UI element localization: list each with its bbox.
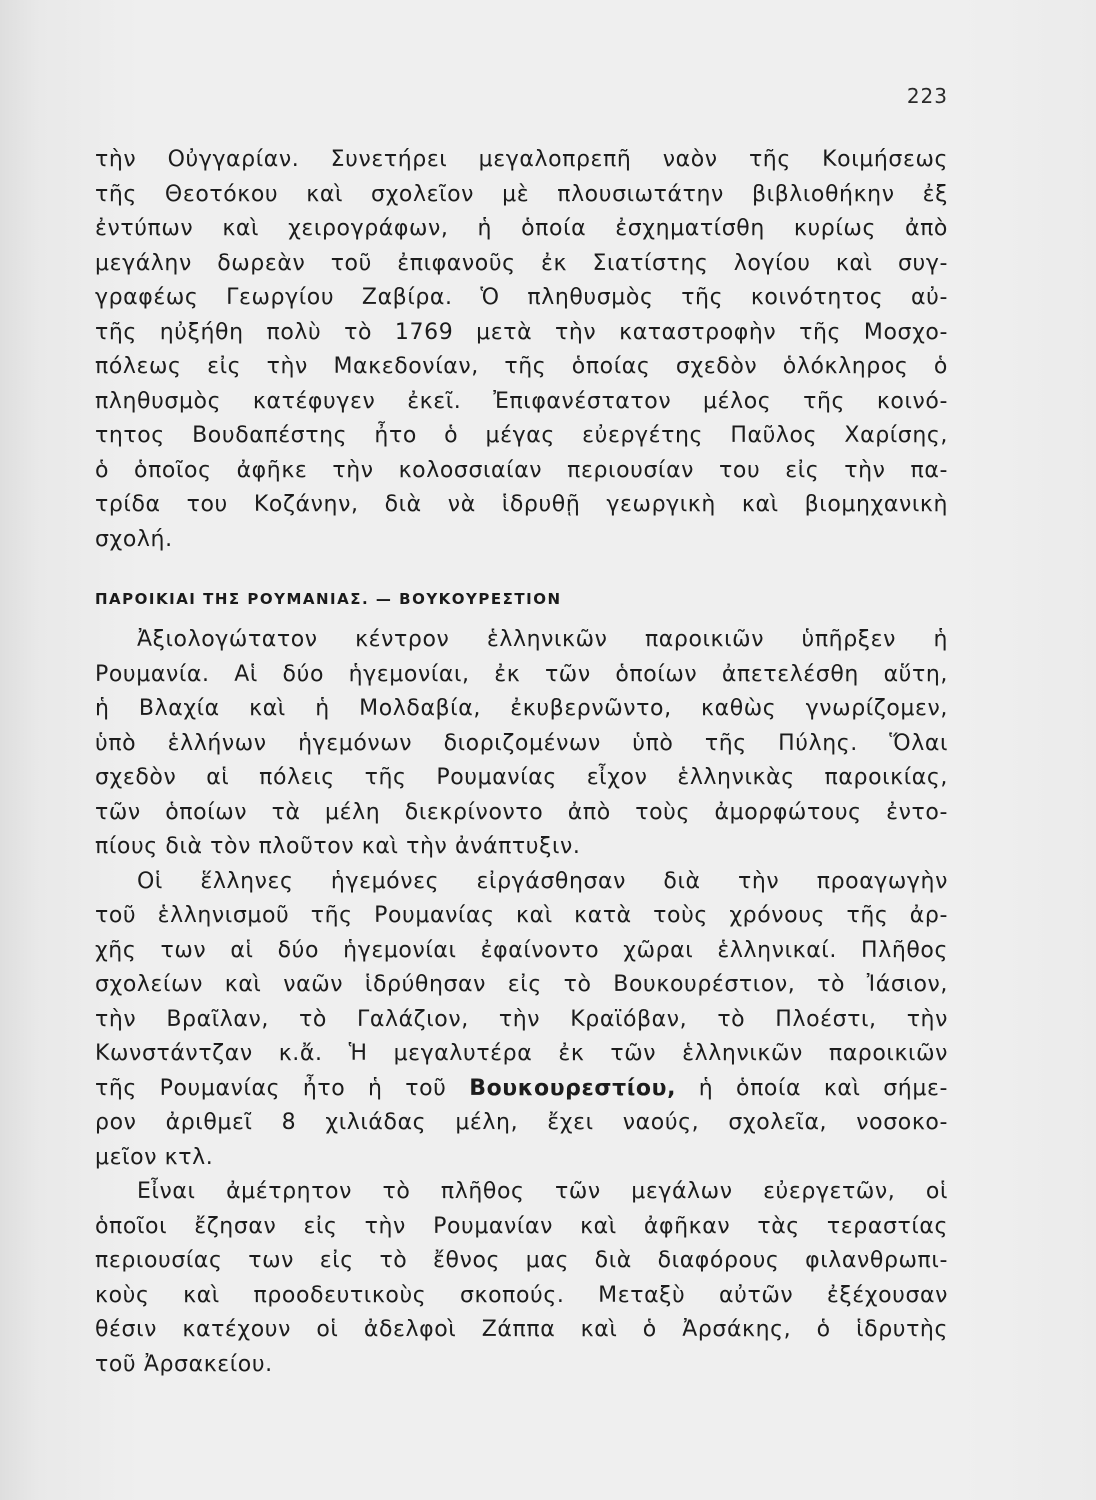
text-line: πίους διὰ τὸν πλοῦτον καὶ τὴν ἀνάπτυξιν.	[95, 834, 581, 859]
text-line: τῆς Θεοτόκου καὶ σχολεῖον μὲ πλουσιωτάτην βιβλιοθήκην ἐξ	[95, 181, 948, 207]
text-line: περιουσίας των εἰς τὸ ἔθνος μας διὰ διαφόρους φιλανθρωπι-	[95, 1248, 948, 1273]
text-line: ἡ Βλαχία καὶ ἡ Μολδαβία, ἐκυβερνῶντο, καθὼς γνωρίζομεν,	[95, 696, 948, 721]
text-line: Ρουμανία. Αἱ δύο ἡγεμονίαι, ἐκ τῶν ὁποίων ἀπετελέσθη αὕτη,	[95, 661, 948, 687]
text-line: κοὺς καὶ προοδευτικοὺς σκοπούς. Μεταξὺ αὐτῶν ἐξέχουσαν	[95, 1282, 948, 1308]
text-segment: τῆς Ρουμανίας ἦτο ἡ τοῦ	[95, 1075, 470, 1101]
text-line: θέσιν κατέχουν οἱ ἀδελφοὶ Ζάππα καὶ ὁ Ἀρσάκης, ὁ ἱδρυτὴς	[95, 1317, 948, 1342]
text-line: σχεδὸν αἱ πόλεις τῆς Ρουμανίας εἶχον ἑλληνικὰς παροικίας,	[95, 765, 948, 790]
section-heading: ΠΑΡΟΙΚΙΑΙ ΤΗΣ ΡΟΥΜΑΝΙΑΣ. — ΒΟΥΚΟΥΡΕΣΤΙΟΝ	[95, 590, 562, 608]
text-line: ὁ ὁποῖος ἀφῆκε τὴν κολοσσιαίαν περιουσίαν του εἰς τὴν πα-	[95, 457, 948, 483]
text-line: χῆς των αἱ δύο ἡγεμονίαι ἐφαίνοντο χῶραι ἑλληνικαί. Πλῆθος	[95, 937, 948, 963]
text-line: ρον ἀριθμεῖ 8 χιλιάδας μέλη, ἔχει ναούς, σχολεῖα, νοσοκο-	[95, 1110, 948, 1135]
text-line	[95, 1072, 948, 1107]
text-line: μεῖον κτλ.	[95, 1144, 214, 1170]
text-line: μεγάλην δωρεὰν τοῦ ἐπιφανοῦς ἐκ Σιατίστης λογίου καὶ συγ-	[95, 250, 948, 276]
text-line: σχολή.	[95, 526, 173, 552]
text-line: τῆς ηὐξήθη πολὺ τὸ 1769 μετὰ τὴν καταστροφὴν τῆς Μοσχο-	[95, 319, 948, 345]
text-line: τὴν Βραῖλαν, τὸ Γαλάζιον, τὴν Κραϊόβαν, τὸ Πλοέστι, τὴν	[95, 1006, 948, 1032]
page-number: 223	[906, 84, 948, 108]
text-line: τὴν Οὐγγαρίαν. Συνετήρει μεγαλοπρεπῆ ναὸν τῆς Κοιμήσεως	[95, 147, 948, 172]
text-line: Κωνστάντζαν κ.ἄ. Ἡ μεγαλυτέρα ἐκ τῶν ἑλληνικῶν παροικιῶν	[95, 1041, 948, 1066]
text-line: τοῦ Ἀρσακείου.	[95, 1351, 273, 1377]
text-line: τρίδα του Κοζάνην, διὰ νὰ ἱδρυθῇ γεωργικὴ καὶ βιομηχανικὴ	[95, 492, 948, 517]
text-line: πληθυσμὸς κατέφυγεν ἐκεῖ. Ἐπιφανέστατον μέλος τῆς κοινό-	[95, 388, 948, 414]
emphasized-word: Βουκουρεστίου,	[469, 1075, 677, 1101]
text-line: τῶν ὁποίων τὰ μέλη διεκρίνοντο ἀπὸ τοὺς ἀμορφώτους ἐντο-	[95, 799, 948, 825]
text-line: Εἶναι ἀμέτρητον τὸ πλῆθος τῶν μεγάλων εὐεργετῶν, οἱ	[137, 1179, 948, 1204]
text-segment: ἡ ὁποία καὶ σήμε-	[676, 1075, 948, 1101]
paragraph-4	[95, 1175, 948, 1382]
paragraph-3	[95, 865, 948, 1176]
text-line: πόλεως εἰς τὴν Μακεδονίαν, τῆς ὁποίας σχεδὸν ὁλόκληρος ὁ	[95, 354, 948, 379]
text-line: γραφέως Γεωργίου Ζαβίρα. Ὁ πληθυσμὸς τῆς κοινότητος αὐ-	[95, 285, 948, 310]
text-line: τοῦ ἑλληνισμοῦ τῆς Ρουμανίας καὶ κατὰ τοὺς χρόνους τῆς ἀρ-	[95, 903, 948, 928]
paragraph-2	[95, 623, 948, 865]
paragraph-1	[95, 143, 948, 557]
text-line: ὑπὸ ἑλλήνων ἡγεμόνων διοριζομένων ὑπὸ τῆς Πύλης. Ὅλαι	[95, 730, 948, 756]
text-line: ἐντύπων καὶ χειρογράφων, ἡ ὁποία ἐσχηματίσθη κυρίως ἀπὸ	[95, 216, 948, 241]
text-line: τητος Βουδαπέστης ἦτο ὁ μέγας εὐεργέτης Παῦλος Χαρίσης,	[95, 423, 948, 448]
section-body	[95, 623, 948, 1382]
text-line: σχολείων καὶ ναῶν ἱδρύθησαν εἰς τὸ Βουκουρέστιον, τὸ Ἰάσιον,	[95, 972, 948, 997]
text-line: Ἀξιολογώτατον κέντρον ἑλληνικῶν παροικιῶν ὑπῆρξεν ἡ	[137, 627, 948, 652]
text-line: Οἱ ἕλληνες ἡγεμόνες εἰργάσθησαν διὰ τὴν προαγωγὴν	[137, 868, 948, 894]
text-line: ὁποῖοι ἔζησαν εἰς τὴν Ρουμανίαν καὶ ἀφῆκαν τὰς τεραστίας	[95, 1213, 948, 1239]
